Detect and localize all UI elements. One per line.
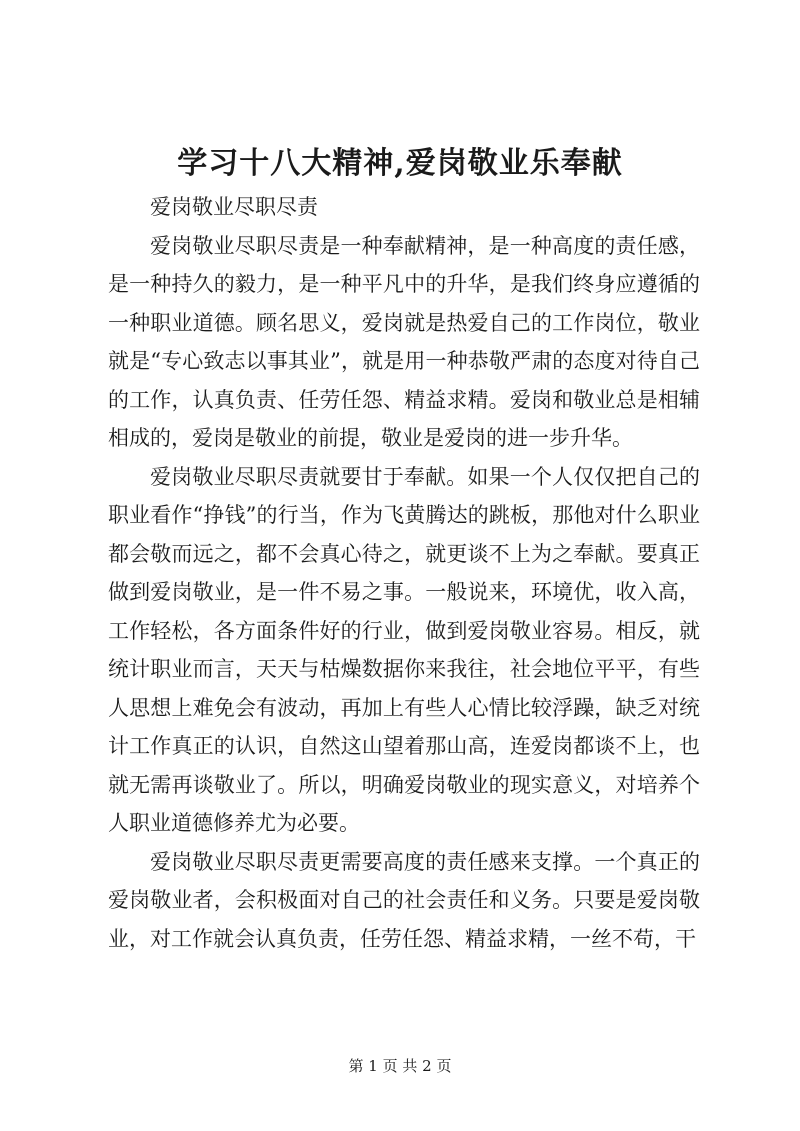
document-title: 学习十八大精神,爱岗敬业乐奉献 bbox=[177, 146, 623, 181]
page-footer: 第 1 页 共 2 页 bbox=[348, 1057, 452, 1075]
document-body bbox=[108, 188, 700, 958]
paragraph-2: 爱岗敬业尽职尽责就要甘于奉献。如果一个人仅仅把自己的职业看作“挣钱”的行当，作为飞黄腾达的跳板，那他对什么职业都会敬而远之，都不会真心待之，就更谈不上为之奉献。要真正做到爱岗敬业，是一件不易之事。一般说来，环境优，收入高，工作轻松，各方面条件好的行业，做到爱岗敬业容易。相反，就统计职业而言，天天与枯燥数据你来我往，社会地位平平，有些人思想上难免会有波动，再加上有些人心情比较浮躁，缺乏对统计工作真正的认识，自然这山望着那山高，连爱岗都谈不上，也就无需再谈敬业了。所以，明确爱岗敬业的现实意义，对培养个人职业道德修养尤为必要。 bbox=[108, 464, 700, 835]
document-subtitle: 爱岗敬业尽职尽责 bbox=[150, 195, 318, 219]
paragraph-3: 爱岗敬业尽职尽责更需要高度的责任感来支撑。一个真正的爱岗敬业者，会积极面对自己的社会责任和义务。只要是爱岗敬业，对工作就会认真负责，任劳任怨、精益求精，一丝不苟，干 bbox=[108, 849, 700, 951]
paragraph-1: 爱岗敬业尽职尽责是一种奉献精神，是一种高度的责任感，是一种持久的毅力，是一种平凡中的升华，是我们终身应遵循的一种职业道德。顾名思义，爱岗就是热爱自己的工作岗位，敬业就是“专心致志以事其业”，就是用一种恭敬严肃的态度对待自己的工作，认真负责、任劳任怨、精益求精。爱岗和敬业总是相辅相成的，爱岗是敬业的前提，敬业是爱岗的进一步升华。 bbox=[108, 233, 700, 450]
